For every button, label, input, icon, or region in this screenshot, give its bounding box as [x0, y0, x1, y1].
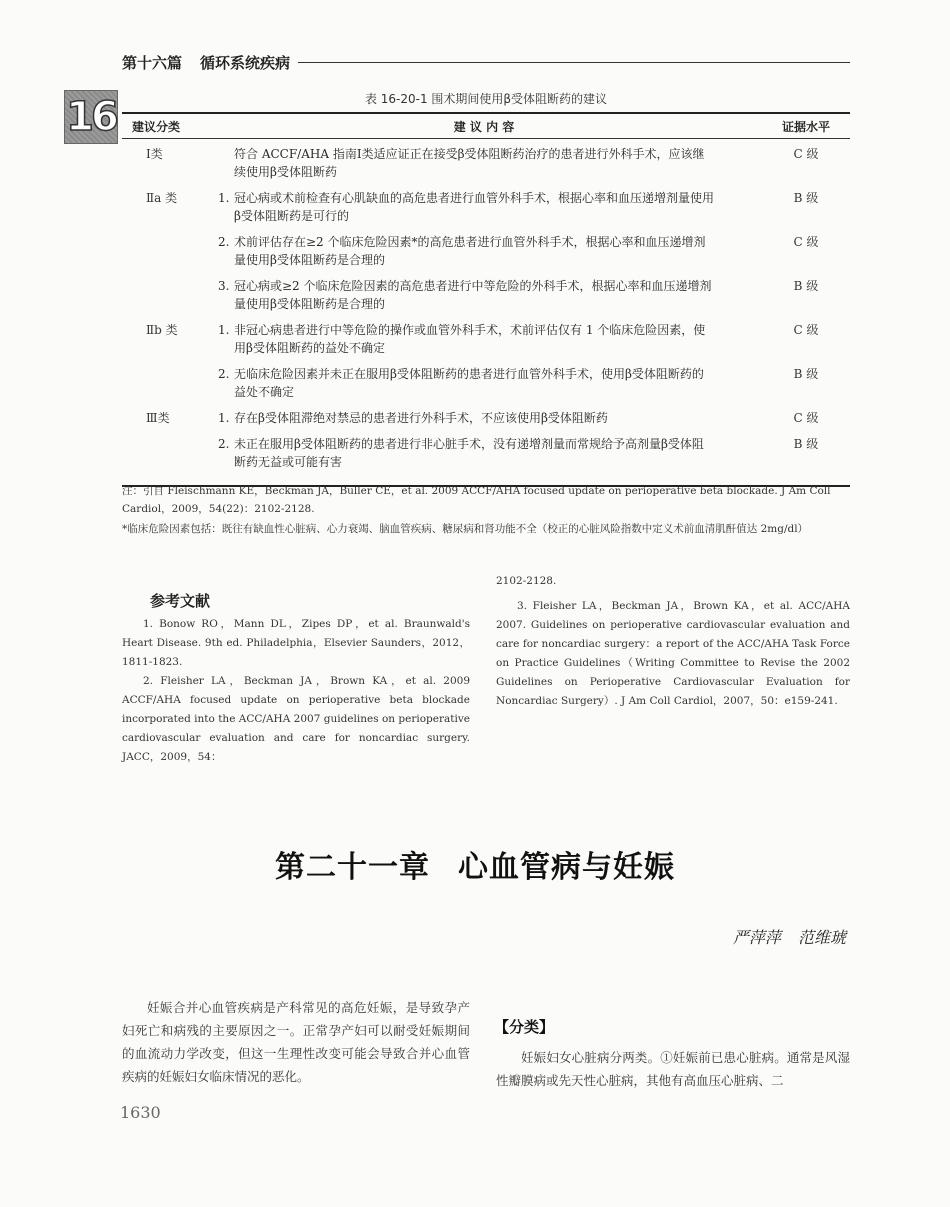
- row-category: [122, 435, 206, 471]
- intro-paragraph: 妊娠合并心血管疾病是产科常见的高危妊娠，是导致孕产妇死亡和病残的主要原因之一。正常孕产妇可以耐受妊娠期间的血流动力学改变，但这一生理性改变可能会导致合并心血管疾病的妊娠妇女临床情况的恶化。: [122, 1000, 470, 1084]
- table-row: [122, 435, 850, 471]
- row-text: 符合 ACCF/AHA 指南Ⅰ类适应证正在接受β受体阻断药治疗的患者进行外科手术，应该继续使用β受体阻断药: [234, 147, 705, 179]
- row-text: 无临床危险因素并未正在服用β受体阻断药的患者进行血管外科手术，使用β受体阻断药的益处不确定: [234, 367, 704, 399]
- row-category: Ⅱa 类: [146, 191, 178, 205]
- row-evidence-level: B 级: [793, 437, 819, 451]
- row-content: [206, 435, 762, 471]
- reference-2-continued: 2102-2128.: [496, 575, 557, 587]
- table-row: [122, 409, 850, 427]
- row-text: 存在β受体阻滞绝对禁忌的患者进行外科手术，不应该使用β受体阻断药: [234, 411, 608, 425]
- row-content: [206, 145, 762, 181]
- row-evidence-level: B 级: [793, 279, 819, 293]
- table-source-note: 注：引自 Fleischmann KE，Beckman JA，Buller CE，et al. 2009 ACCF/AHA focused update on perioperative beta blockade. J Am Coll Cardiol，2009，54(22)：2102-2128.: [122, 485, 831, 515]
- references-left-column: [122, 590, 470, 767]
- row-item-number: 1.: [218, 411, 230, 425]
- row-evidence-level: B 级: [793, 191, 819, 205]
- row-content: [206, 321, 762, 357]
- table-row: [122, 233, 850, 269]
- row-content: [206, 409, 762, 427]
- chapter-title: [0, 842, 950, 886]
- references-right-column: [496, 572, 850, 711]
- row-item-number: [218, 145, 234, 181]
- recommendation-table: [122, 112, 850, 487]
- table-footnote: *临床危险因素包括：既往有缺血性心脏病、心力衰竭、脑血管疾病、糖尿病和肾功能不全（校正的心脏风险指数中定义术前血清肌酐值达 2mg/dl）: [122, 523, 809, 535]
- chapter-tab: 16: [64, 90, 118, 144]
- part-label: 第十六篇: [122, 53, 183, 72]
- reference-2: 2. Fleisher LA，Beckman JA，Brown KA，et al. 2009 ACCF/AHA focused update on perioperative beta blockade incorporated into the ACC/AHA 2007 guidelines on perioperative cardiovascular evaluation and care for noncardiac surgery. JACC，2009，54：: [122, 675, 470, 763]
- row-content: [206, 277, 762, 313]
- header-category: 建议分类: [132, 119, 181, 134]
- row-category: [122, 277, 206, 313]
- table-caption: 表 16-20-1 围术期间使用β受体阻断药的建议: [364, 92, 608, 106]
- row-evidence-level: C 级: [793, 147, 819, 161]
- running-header: [122, 52, 850, 72]
- row-item-number: 2.: [218, 367, 230, 381]
- row-category: [122, 233, 206, 269]
- reference-1: 1. Bonow RO，Mann DL，Zipes DP，et al. Braunwald's Heart Disease. 9th ed. Philadelphia，Elsevier Saunders，2012，1811-1823.: [122, 618, 470, 668]
- row-category: Ⅰ类: [146, 147, 163, 161]
- chapter-name: 心血管病与妊娠: [458, 850, 675, 885]
- row-item-number: 1.: [218, 191, 230, 205]
- table-body: [122, 139, 850, 485]
- header-rule: [298, 62, 850, 63]
- row-text: 非冠心病患者进行中等危险的操作或血管外科手术，术前评估仅有 1 个临床危险因素，使用β受体阻断药的益处不确定: [234, 323, 706, 355]
- reference-3: 3. Fleisher LA，Beckman JA，Brown KA，et al. ACC/AHA 2007. Guidelines on perioperative cardiovascular evaluation and care for noncardiac surgery：a report of the ACC/AHA Task Force on Practice Guidelines（Writing Committee to Revise the 2002 Guidelines on Perioperative Cardiovascular Evaluation for Noncardiac Surgery）. J Am Coll Cardiol，2007，50：e159-241.: [496, 600, 850, 707]
- row-text: 冠心病或≥2 个临床危险因素的高危患者进行中等危险的外科手术，根据心率和血压递增剂量使用β受体阻断药是合理的: [234, 279, 712, 311]
- row-content: [206, 365, 762, 401]
- chapter-authors: 严萍萍 范维琥: [732, 928, 846, 947]
- chapter-number: 第二十一章: [275, 850, 430, 885]
- table-row: [122, 277, 850, 313]
- row-text: 术前评估存在≥2 个临床危险因素*的高危患者进行血管外科手术，根据心率和血压递增剂量使用β受体阻断药是合理的: [234, 235, 706, 267]
- row-content: [206, 233, 762, 269]
- header-content: 建 议 内 容: [453, 119, 515, 134]
- table-header: [122, 114, 850, 139]
- classification-paragraph: 妊娠妇女心脏病分两类。①妊娠前已患心脏病。通常是风湿性瓣膜病或先天性心脏病，其他有高血压心脏病、二: [496, 1050, 850, 1088]
- table-row: [122, 145, 850, 181]
- references-title: 参考文献: [150, 592, 211, 610]
- header-evidence-level: 证据水平: [781, 119, 830, 134]
- row-category: Ⅱb 类: [146, 323, 178, 337]
- row-item-number: 3.: [218, 279, 230, 293]
- table-row: [122, 365, 850, 401]
- table-row: [122, 189, 850, 225]
- row-item-number: 1.: [218, 323, 230, 337]
- row-evidence-level: C 级: [793, 411, 819, 425]
- table-notes: [122, 482, 850, 540]
- row-evidence-level: C 级: [793, 323, 819, 337]
- row-text: 未正在服用β受体阻断药的患者进行非心脏手术，没有递增剂量而常规给予高剂量β受体阻断药无益或可能有害: [234, 437, 704, 469]
- row-evidence-level: C 级: [793, 235, 819, 249]
- row-category: [122, 365, 206, 401]
- row-item-number: 2.: [218, 437, 230, 451]
- section-label: 循环系统疾病: [200, 53, 291, 72]
- section-heading: 【分类】: [494, 1018, 555, 1036]
- row-text: 冠心病或术前检查有心肌缺血的高危患者进行血管外科手术，根据心率和血压递增剂量使用β受体阻断药是可行的: [234, 191, 715, 223]
- page-number: 1630: [120, 1103, 161, 1122]
- row-content: [206, 189, 762, 225]
- row-category: Ⅲ类: [146, 411, 170, 425]
- row-item-number: 2.: [218, 235, 230, 249]
- row-evidence-level: B 级: [793, 367, 819, 381]
- table-row: [122, 321, 850, 357]
